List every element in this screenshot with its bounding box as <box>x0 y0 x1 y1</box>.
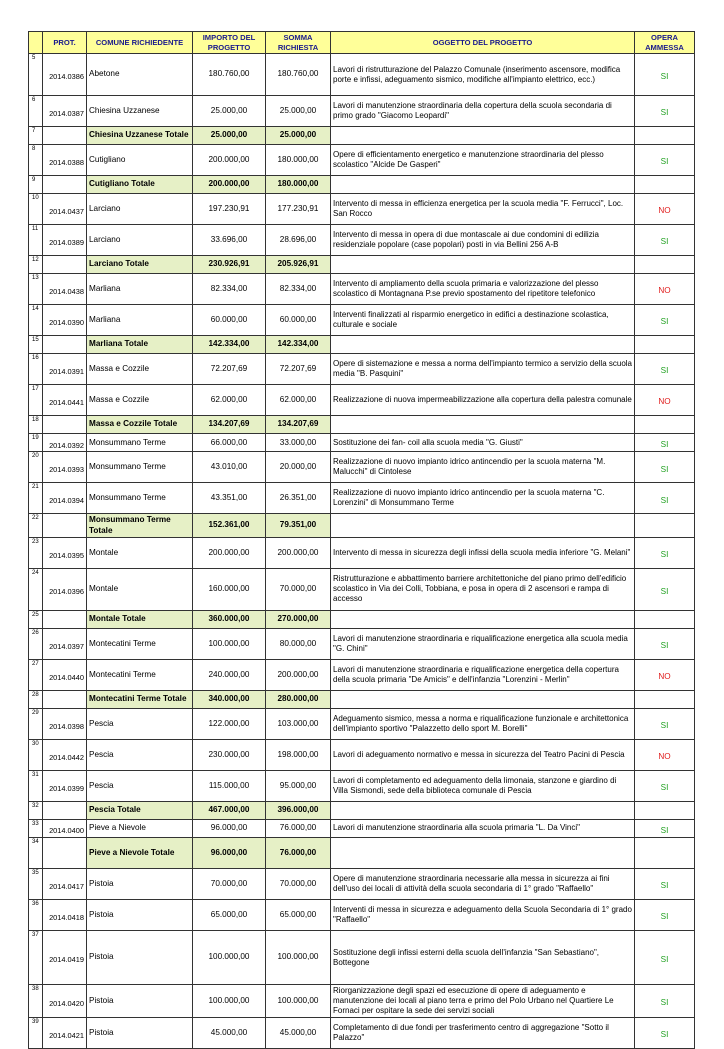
prot-cell: 2014.0419 <box>43 931 87 985</box>
ammessa-cell <box>635 127 695 145</box>
oggetto-cell: Adeguamento sismico, messa a norma e riqualificazione funzionale e architettonica dell'impianto sportivo "Palazzetto dello sport M. Borelli" <box>331 708 635 739</box>
table-body <box>29 54 695 1049</box>
row-number: 15 <box>29 336 43 354</box>
oggetto-cell: Completamento di due fondi per trasferimento centro di aggregazione "Sotto il Palazzo" <box>331 1018 635 1049</box>
ammessa-cell: SI <box>635 770 695 801</box>
oggetto-cell: Lavori di manutenzione straordinaria e riqualificazione energetica della copertura della scuola primaria "De Amicis" e dell'infanzia "Lorenzini - Merlin" <box>331 659 635 690</box>
prot-cell <box>43 416 87 434</box>
table-row <box>29 869 695 900</box>
prot-cell: 2014.0417 <box>43 869 87 900</box>
row-number: 32 <box>29 801 43 819</box>
table-row <box>29 483 695 514</box>
comune-cell: Montecatini Terme <box>87 628 193 659</box>
somma-cell: 25.000,00 <box>266 127 331 145</box>
importo-cell: 100.000,00 <box>193 931 266 985</box>
importo-cell: 200.000,00 <box>193 537 266 568</box>
importo-cell: 82.334,00 <box>193 274 266 305</box>
somma-cell: 142.334,00 <box>266 336 331 354</box>
row-number: 24 <box>29 568 43 610</box>
importo-cell: 230.000,00 <box>193 739 266 770</box>
table-row <box>29 819 695 837</box>
comune-cell: Pistoia <box>87 900 193 931</box>
oggetto-cell <box>331 690 635 708</box>
row-number: 7 <box>29 127 43 145</box>
ammessa-cell: NO <box>635 739 695 770</box>
oggetto-cell: Lavori di completamento ed adeguamento della limonaia, stanzone e giardino di Villa Sismondi, sede della biblioteca comunale di Pescia <box>331 770 635 801</box>
importo-cell: 45.000,00 <box>193 1018 266 1049</box>
importo-cell: 100.000,00 <box>193 985 266 1018</box>
comune-cell: Pescia <box>87 770 193 801</box>
ammessa-cell: SI <box>635 900 695 931</box>
oggetto-cell: Lavori di manutenzione straordinaria della copertura della scuola secondaria di primo grado "Giacomo Leopardi" <box>331 96 635 127</box>
oggetto-cell: Riorganizzazione degli spazi ed esecuzione di opere di adeguamento e manutenzione dei locali al piano terra e primo del Polo Urbano nel Quartiere Le Fornaci per ospitare la sede dei servizi sociali <box>331 985 635 1018</box>
row-number: 22 <box>29 514 43 538</box>
ammessa-cell <box>635 336 695 354</box>
somma-cell: 280.000,00 <box>266 690 331 708</box>
ammessa-cell: SI <box>635 483 695 514</box>
somma-cell: 180.760,00 <box>266 54 331 96</box>
importo-cell: 66.000,00 <box>193 434 266 452</box>
comune-cell: Pistoia <box>87 869 193 900</box>
somma-cell: 76.000,00 <box>266 819 331 837</box>
comune-cell: Monsummano Terme <box>87 452 193 483</box>
ammessa-cell <box>635 176 695 194</box>
comune-cell: Montale <box>87 568 193 610</box>
table-row <box>29 537 695 568</box>
row-number: 21 <box>29 483 43 514</box>
importo-cell: 100.000,00 <box>193 628 266 659</box>
comune-cell: Chiesina Uzzanese Totale <box>87 127 193 145</box>
oggetto-cell <box>331 336 635 354</box>
ammessa-cell: NO <box>635 385 695 416</box>
ammessa-cell: NO <box>635 274 695 305</box>
total-row <box>29 801 695 819</box>
row-number: 10 <box>29 194 43 225</box>
somma-cell: 180.000,00 <box>266 176 331 194</box>
comune-cell: Massa e Cozzile <box>87 385 193 416</box>
ammessa-cell: SI <box>635 628 695 659</box>
oggetto-cell: Lavori di ristrutturazione del Palazzo Comunale (inserimento ascensore, modifica porte e infissi, adeguamento sismico, modifiche all'impianto elettrico, ecc.) <box>331 54 635 96</box>
importo-cell: 70.000,00 <box>193 869 266 900</box>
row-number: 11 <box>29 225 43 256</box>
prot-cell <box>43 610 87 628</box>
somma-cell: 62.000,00 <box>266 385 331 416</box>
oggetto-cell: Realizzazione di nuova impermeabilizzazione alla copertura della palestra comunale <box>331 385 635 416</box>
prot-cell: 2014.0396 <box>43 568 87 610</box>
prot-cell: 2014.0389 <box>43 225 87 256</box>
table-row <box>29 659 695 690</box>
ammessa-cell: SI <box>635 305 695 336</box>
total-row <box>29 514 695 538</box>
prot-cell: 2014.0420 <box>43 985 87 1018</box>
comune-cell: Pistoia <box>87 931 193 985</box>
ammessa-cell: NO <box>635 659 695 690</box>
ammessa-cell: SI <box>635 931 695 985</box>
importo-cell: 230.926,91 <box>193 256 266 274</box>
row-number: 16 <box>29 354 43 385</box>
oggetto-cell: Realizzazione di nuovo impianto idrico antincendio per la scuola materna "C. Lorenzini" di Monsummano Terme <box>331 483 635 514</box>
ammessa-cell: SI <box>635 985 695 1018</box>
comune-cell: Montecatini Terme Totale <box>87 690 193 708</box>
ammessa-cell <box>635 690 695 708</box>
oggetto-cell <box>331 838 635 869</box>
somma-cell: 100.000,00 <box>266 931 331 985</box>
oggetto-cell: Ristrutturazione e abbattimento barriere architettoniche del piano primo dell'edificio scolastico in Via dei Colli, Tobbiana, e posa in opera di 2 ascensori e rampa di accesso <box>331 568 635 610</box>
somma-cell: 20.000,00 <box>266 452 331 483</box>
row-number: 13 <box>29 274 43 305</box>
row-number: 17 <box>29 385 43 416</box>
ammessa-cell: SI <box>635 96 695 127</box>
row-number: 34 <box>29 838 43 869</box>
ammessa-cell: SI <box>635 54 695 96</box>
importo-cell: 360.000,00 <box>193 610 266 628</box>
ammessa-cell: NO <box>635 194 695 225</box>
somma-cell: 26.351,00 <box>266 483 331 514</box>
prot-cell: 2014.0397 <box>43 628 87 659</box>
prot-cell <box>43 801 87 819</box>
importo-cell: 122.000,00 <box>193 708 266 739</box>
header-somma: SOMMA RICHIESTA <box>266 32 331 54</box>
oggetto-cell <box>331 416 635 434</box>
oggetto-cell: Sostituzione dei fan- coil alla scuola media "G. Giusti" <box>331 434 635 452</box>
prot-cell <box>43 838 87 869</box>
somma-cell: 180.000,00 <box>266 145 331 176</box>
row-number: 19 <box>29 434 43 452</box>
comune-cell: Pescia Totale <box>87 801 193 819</box>
ammessa-cell: SI <box>635 225 695 256</box>
comune-cell: Pistoia <box>87 1018 193 1049</box>
comune-cell: Massa e Cozzile <box>87 354 193 385</box>
oggetto-cell <box>331 610 635 628</box>
somma-cell: 33.000,00 <box>266 434 331 452</box>
projects-table <box>28 31 695 1049</box>
comune-cell: Monsummano Terme Totale <box>87 514 193 538</box>
ammessa-cell <box>635 838 695 869</box>
somma-cell: 270.000,00 <box>266 610 331 628</box>
importo-cell: 152.361,00 <box>193 514 266 538</box>
header-importo: IMPORTO DEL PROGETTO <box>193 32 266 54</box>
prot-cell: 2014.0392 <box>43 434 87 452</box>
header-prot: PROT. <box>43 32 87 54</box>
ammessa-cell: SI <box>635 869 695 900</box>
prot-cell: 2014.0398 <box>43 708 87 739</box>
oggetto-cell <box>331 514 635 538</box>
oggetto-cell: Intervento di messa in sicurezza degli infissi della scuola media inferiore "G. Melani" <box>331 537 635 568</box>
oggetto-cell: Interventi finalizzati al risparmio energetico in edifici a destinazione scolastica, culturale e sociale <box>331 305 635 336</box>
oggetto-cell <box>331 801 635 819</box>
importo-cell: 43.010,00 <box>193 452 266 483</box>
importo-cell: 197.230,91 <box>193 194 266 225</box>
oggetto-cell <box>331 256 635 274</box>
prot-cell: 2014.0418 <box>43 900 87 931</box>
somma-cell: 198.000,00 <box>266 739 331 770</box>
row-number: 5 <box>29 54 43 96</box>
prot-cell <box>43 336 87 354</box>
oggetto-cell: Lavori di manutenzione straordinaria e riqualificazione energetica alla scuola media "G. Chini" <box>331 628 635 659</box>
table-row <box>29 54 695 96</box>
oggetto-cell: Intervento di ampliamento della scuola primaria e valorizzazione del plesso scolastico di Montagnana P.se previo spostamento del ripetitore telefonico <box>331 274 635 305</box>
prot-cell: 2014.0400 <box>43 819 87 837</box>
somma-cell: 72.207,69 <box>266 354 331 385</box>
importo-cell: 43.351,00 <box>193 483 266 514</box>
comune-cell: Marliana Totale <box>87 336 193 354</box>
somma-cell: 95.000,00 <box>266 770 331 801</box>
row-number: 20 <box>29 452 43 483</box>
somma-cell: 200.000,00 <box>266 659 331 690</box>
total-row <box>29 176 695 194</box>
ammessa-cell: SI <box>635 1018 695 1049</box>
total-row <box>29 336 695 354</box>
ammessa-cell <box>635 801 695 819</box>
somma-cell: 70.000,00 <box>266 568 331 610</box>
prot-cell: 2014.0441 <box>43 385 87 416</box>
prot-cell: 2014.0386 <box>43 54 87 96</box>
table-row <box>29 739 695 770</box>
ammessa-cell: SI <box>635 434 695 452</box>
row-number: 6 <box>29 96 43 127</box>
table-row <box>29 708 695 739</box>
row-number: 33 <box>29 819 43 837</box>
row-number: 29 <box>29 708 43 739</box>
importo-cell: 200.000,00 <box>193 145 266 176</box>
oggetto-cell <box>331 127 635 145</box>
comune-cell: Larciano <box>87 194 193 225</box>
row-number: 12 <box>29 256 43 274</box>
somma-cell: 80.000,00 <box>266 628 331 659</box>
comune-cell: Pieve a Nievole Totale <box>87 838 193 869</box>
header-oggetto: OGGETTO DEL PROGETTO <box>331 32 635 54</box>
importo-cell: 142.334,00 <box>193 336 266 354</box>
somma-cell: 205.926,91 <box>266 256 331 274</box>
table-row <box>29 225 695 256</box>
row-number: 27 <box>29 659 43 690</box>
total-row <box>29 610 695 628</box>
importo-cell: 72.207,69 <box>193 354 266 385</box>
comune-cell: Montecatini Terme <box>87 659 193 690</box>
somma-cell: 28.696,00 <box>266 225 331 256</box>
somma-cell: 177.230,91 <box>266 194 331 225</box>
header-num <box>29 32 43 54</box>
prot-cell: 2014.0440 <box>43 659 87 690</box>
table-row <box>29 274 695 305</box>
importo-cell: 200.000,00 <box>193 176 266 194</box>
prot-cell: 2014.0394 <box>43 483 87 514</box>
importo-cell: 115.000,00 <box>193 770 266 801</box>
ammessa-cell: SI <box>635 452 695 483</box>
row-number: 8 <box>29 145 43 176</box>
total-row <box>29 127 695 145</box>
oggetto-cell: Lavori di adeguamento normativo e messa in sicurezza del Teatro Pacini di Pescia <box>331 739 635 770</box>
comune-cell: Chiesina Uzzanese <box>87 96 193 127</box>
comune-cell: Marliana <box>87 274 193 305</box>
table-row <box>29 568 695 610</box>
importo-cell: 160.000,00 <box>193 568 266 610</box>
comune-cell: Larciano <box>87 225 193 256</box>
ammessa-cell <box>635 514 695 538</box>
comune-cell: Pistoia <box>87 985 193 1018</box>
table-row <box>29 628 695 659</box>
prot-cell: 2014.0393 <box>43 452 87 483</box>
table-row <box>29 385 695 416</box>
row-number: 35 <box>29 869 43 900</box>
header-ammessa: OPERA AMMESSA <box>635 32 695 54</box>
ammessa-cell <box>635 610 695 628</box>
oggetto-cell: Intervento di messa in efficienza energetica per la scuola media "F. Ferrucci", Loc. San Rocco <box>331 194 635 225</box>
comune-cell: Pescia <box>87 739 193 770</box>
somma-cell: 70.000,00 <box>266 869 331 900</box>
header-row <box>29 32 695 54</box>
comune-cell: Monsummano Terme <box>87 434 193 452</box>
oggetto-cell <box>331 176 635 194</box>
row-number: 26 <box>29 628 43 659</box>
total-row <box>29 838 695 869</box>
somma-cell: 103.000,00 <box>266 708 331 739</box>
row-number: 38 <box>29 985 43 1018</box>
comune-cell: Montale <box>87 537 193 568</box>
comune-cell: Abetone <box>87 54 193 96</box>
row-number: 18 <box>29 416 43 434</box>
importo-cell: 62.000,00 <box>193 385 266 416</box>
importo-cell: 65.000,00 <box>193 900 266 931</box>
comune-cell: Cutigliano <box>87 145 193 176</box>
row-number: 14 <box>29 305 43 336</box>
importo-cell: 33.696,00 <box>193 225 266 256</box>
prot-cell: 2014.0437 <box>43 194 87 225</box>
comune-cell: Pescia <box>87 708 193 739</box>
prot-cell <box>43 127 87 145</box>
prot-cell <box>43 514 87 538</box>
oggetto-cell: Opere di efficientamento energetico e manutenzione straordinaria del plesso scolastico "Alcide De Gasperi" <box>331 145 635 176</box>
ammessa-cell: SI <box>635 708 695 739</box>
comune-cell: Massa e Cozzile Totale <box>87 416 193 434</box>
prot-cell: 2014.0390 <box>43 305 87 336</box>
table-row <box>29 985 695 1018</box>
ammessa-cell: SI <box>635 354 695 385</box>
importo-cell: 96.000,00 <box>193 819 266 837</box>
comune-cell: Monsummano Terme <box>87 483 193 514</box>
oggetto-cell: Sostituzione degli infissi esterni della scuola dell'infanzia "San Sebastiano", Bottegone <box>331 931 635 985</box>
somma-cell: 76.000,00 <box>266 838 331 869</box>
oggetto-cell: Opere di sistemazione e messa a norma dell'impianto termico a servizio della scuola media "B. Pasquini" <box>331 354 635 385</box>
somma-cell: 396.000,00 <box>266 801 331 819</box>
importo-cell: 180.760,00 <box>193 54 266 96</box>
prot-cell <box>43 256 87 274</box>
somma-cell: 79.351,00 <box>266 514 331 538</box>
prot-cell: 2014.0438 <box>43 274 87 305</box>
table-row <box>29 305 695 336</box>
somma-cell: 134.207,69 <box>266 416 331 434</box>
row-number: 30 <box>29 739 43 770</box>
table-row <box>29 770 695 801</box>
importo-cell: 467.000,00 <box>193 801 266 819</box>
prot-cell <box>43 690 87 708</box>
row-number: 37 <box>29 931 43 985</box>
somma-cell: 100.000,00 <box>266 985 331 1018</box>
table-row <box>29 96 695 127</box>
oggetto-cell: Lavori di manutenzione straordinaria alla scuola primaria "L. Da Vinci" <box>331 819 635 837</box>
prot-cell: 2014.0391 <box>43 354 87 385</box>
comune-cell: Marliana <box>87 305 193 336</box>
row-number: 25 <box>29 610 43 628</box>
importo-cell: 340.000,00 <box>193 690 266 708</box>
table-row <box>29 145 695 176</box>
oggetto-cell: Opere di manutenzione straordinaria necessarie alla messa in sicurezza ai fini dell'uso dei locali di attività della scuola secondaria di 1° grado "Raffaello" <box>331 869 635 900</box>
total-row <box>29 690 695 708</box>
header-comune: COMUNE RICHIEDENTE <box>87 32 193 54</box>
prot-cell <box>43 176 87 194</box>
somma-cell: 60.000,00 <box>266 305 331 336</box>
table-row <box>29 452 695 483</box>
somma-cell: 65.000,00 <box>266 900 331 931</box>
ammessa-cell: SI <box>635 819 695 837</box>
comune-cell: Montale Totale <box>87 610 193 628</box>
total-row <box>29 416 695 434</box>
ammessa-cell: SI <box>635 145 695 176</box>
table-row <box>29 1018 695 1049</box>
table-row <box>29 354 695 385</box>
ammessa-cell: SI <box>635 537 695 568</box>
prot-cell: 2014.0387 <box>43 96 87 127</box>
prot-cell: 2014.0399 <box>43 770 87 801</box>
importo-cell: 96.000,00 <box>193 838 266 869</box>
prot-cell: 2014.0395 <box>43 537 87 568</box>
table-row <box>29 434 695 452</box>
table-row <box>29 194 695 225</box>
oggetto-cell: Interventi di messa in sicurezza e adeguamento della Scuola Secondaria di 1° grado "Raffaello" <box>331 900 635 931</box>
importo-cell: 60.000,00 <box>193 305 266 336</box>
ammessa-cell: SI <box>635 568 695 610</box>
prot-cell: 2014.0421 <box>43 1018 87 1049</box>
table-row <box>29 931 695 985</box>
importo-cell: 240.000,00 <box>193 659 266 690</box>
ammessa-cell <box>635 416 695 434</box>
comune-cell: Cutigliano Totale <box>87 176 193 194</box>
importo-cell: 25.000,00 <box>193 127 266 145</box>
row-number: 9 <box>29 176 43 194</box>
table-row <box>29 900 695 931</box>
oggetto-cell: Intervento di messa in opera di due montascale ai due condomini di edilizia residenziale popolare (case popolari) posti in via Bellini 256 A-B <box>331 225 635 256</box>
prot-cell: 2014.0442 <box>43 739 87 770</box>
comune-cell: Larciano Totale <box>87 256 193 274</box>
importo-cell: 134.207,69 <box>193 416 266 434</box>
oggetto-cell: Realizzazione di nuovo impianto idrico antincendio per la scuola materna "M. Malucchi" di Cintolese <box>331 452 635 483</box>
somma-cell: 200.000,00 <box>266 537 331 568</box>
comune-cell: Pieve a Nievole <box>87 819 193 837</box>
row-number: 36 <box>29 900 43 931</box>
ammessa-cell <box>635 256 695 274</box>
row-number: 23 <box>29 537 43 568</box>
total-row <box>29 256 695 274</box>
importo-cell: 25.000,00 <box>193 96 266 127</box>
row-number: 31 <box>29 770 43 801</box>
row-number: 39 <box>29 1018 43 1049</box>
somma-cell: 45.000,00 <box>266 1018 331 1049</box>
prot-cell: 2014.0388 <box>43 145 87 176</box>
somma-cell: 25.000,00 <box>266 96 331 127</box>
somma-cell: 82.334,00 <box>266 274 331 305</box>
row-number: 28 <box>29 690 43 708</box>
